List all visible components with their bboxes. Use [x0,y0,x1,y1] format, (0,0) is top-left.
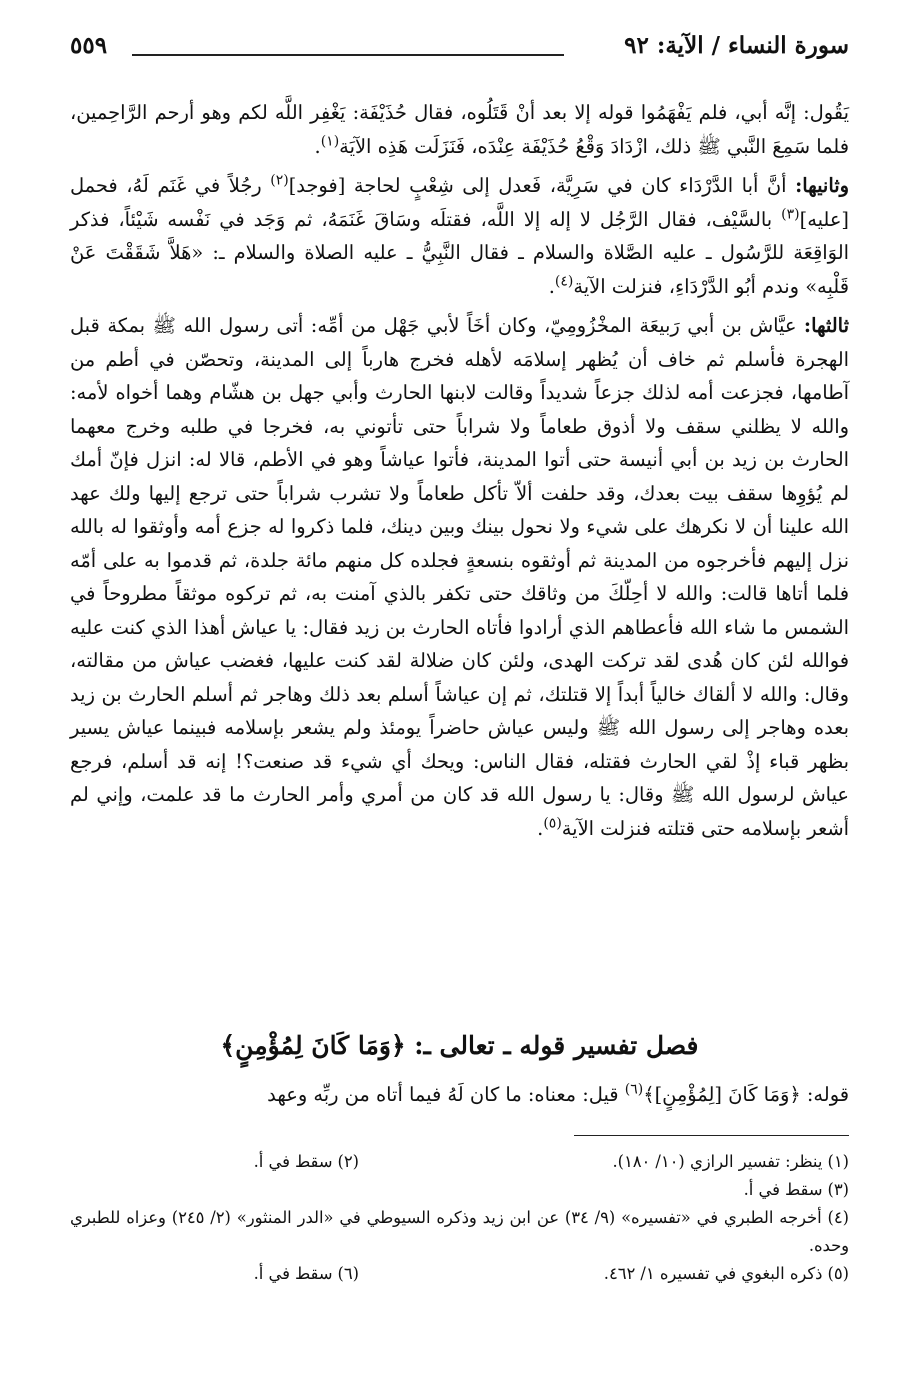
running-title: سورة النساء / الآية: ٩٢ [624,32,849,59]
quoted-verse: قوله: ﴿وَمَا كَانَ [لِمُؤْمِنٍ]﴾ [643,1083,849,1106]
paragraph-second-account [70,169,849,303]
punctuation: . [537,816,544,840]
paragraph-lead: وثانيها: [795,174,849,197]
footnote-ref: (٦) [624,1081,644,1098]
paragraph-text: قيل: معناه: ما كان لَهُ فيما أتاه من ربِّه وعهد [267,1083,625,1106]
footnote-6: (٦) سقط في أ. [253,1264,359,1283]
paragraph-text: بالسَّيْف، فقال الرَّجُل لا إله إلا اللَّه، فقتلَه وسَاقَ غَنَمَهُ، ثم وَجَد في نَفْسه شَيْئاً، فذكر الوَاقِعَة للرَّسُول ـ عليه الصَّلاة والسلام ـ فقال النَّبِيُّ ـ عليه الصلاة والسلام ـ: «هَلاَّ شَقَقْتَ عَنْ قَلْبِه» وندم أبُو الدَّرْدَاءِ، فنزلت الآية [70,207,849,298]
footnote-4: (٤) أخرجه الطبري في «تفسيره» (٩/ ٣٤) عن ابن زيد وذكره السيوطي في «الدر المنثور» (٢/ ٢٤٥) وعزاه للطبري وحده. [70,1208,849,1255]
main-text [70,96,849,845]
paragraph-text: أنَّ أبا الدَّرْدَاء كان في سَرِيَّة، فَعدل إلى شِعْبٍ لحاجة [فوجد] [288,174,796,197]
footnote-row [70,1260,849,1288]
footnote-ref: (٣) [781,206,800,223]
punctuation: . [548,274,555,298]
section-opening-line [70,1078,849,1111]
footnotes [70,1148,849,1288]
footnote-ref: (٤) [554,273,574,290]
punctuation: . [314,134,321,158]
paragraph-first-account [70,96,849,163]
footnote-row [70,1204,849,1260]
section-heading: فصل تفسير قوله ـ تعالى ـ: ﴿وَمَا كَانَ لِمُؤْمِنٍ﴾ [220,1031,699,1060]
paragraph-text: رجُلاً في غَنَم لَهُ، فحمل [عليه] [70,174,849,231]
paragraph-lead: ثالثها: [803,314,849,337]
footnote-2: (٢) سقط في أ. [253,1152,359,1171]
page-number: ٥٥٩ [70,32,108,59]
header-rule [132,54,564,56]
footnote-row [70,1176,849,1204]
page-header [70,24,849,68]
footnote-ref: (٢) [270,172,289,189]
paragraph-third-account [70,309,849,845]
footnote-ref: (١) [320,133,340,150]
paragraph-text: يَقُول: إنَّه أبي، فلم يَفْهَمُوا قوله إلا بعد أنْ قَتَلُوه، فقال حُذَيْفَة: يَغْفِر اللَّه لكم وهو أرحم الرَّاحِمين، فلما سَمِعَ النَّبي ﷺ ذلك، ازْدَادَ وَقْعُ حُذَيْفَة عِنْدَه، فَنَزَلَت هَذِه الآيَة [70,101,849,158]
footnote-ref: (٥) [543,815,562,832]
footnote-1: (١) ينظر: تفسير الرازي (١٠/ ١٨٠). [612,1152,849,1171]
footnote-5: (٥) ذكره البغوي في تفسيره ١/ ٤٦٢. [603,1264,849,1283]
paragraph-text: عيَّاش بن أبي رَبيعَة المخْزُومِيّ، وكان أخَاً لأبي جَهْل من أمِّه: أتى رسول الله ﷺ بمكة قبل الهجرة فأسلم ثم خاف أن يُظهر إسلامَه لأهله فخرج هارباً إلى المدينة، وتحصّن في أطم من آطامها، فجزعت أمه لذلك جزعاً شديداً وقالت لابنها الحارث وأبي جهل بن هشّام وهما أخواه لأمه: والله لا يظلني سقف ولا أذوق طعاماً ولا شراباً حتى تأتوني به، فخرجا في طلبه وخرج معهما الحارث بن زيد بن أبي أنيسة حتى أتوا المدينة، فأتوا عياشاً وهو في الأطم، قالا له: انزل فإنّ أمك لم يُؤوِها سقف بيت بعدك، وقد حلفت ألاّ تأكل طعاماً ولا تشرب شراباً حتى ترجع إليها ولك عهد الله علينا أن لا نكرهك على شيء ولا نحول بينك وبين دينك، فلما ذكروا له جزع أمه وأوثقوا له بالله نزل إليهم فأخرجوه من المدينة ثم أوثقوه بنسعةٍ فجلده كل منهم مائة جلدة، ثم قدموا به على أمّه فلما أتاها قالت: والله لا أحِلّكَ من وثاقك حتى تكفر بالذي آمنت به، ثم تركوه موثقاً مطروحاً في الشمس ما شاء الله فأعطاهم الذي أرادوا فأتاه الحارث بن زيد فقال: يا عياش أهذا الذي كنت عليه فوالله لئن كان هُدى لقد تركت الهدى، ولئن كان ضلالة لقد كنت عليها، فغضب عياش من مقالته، وقال: والله لا ألقاك خالياً أبداً إلا قتلتك، ثم إن عياشاً أسلم بعد ذلك وهاجر ثم أسلم الحارث بن زيد بعده وهاجر إلى رسول الله ﷺ وليس عياش حاضراً يومئذ ولم يشعر بإسلامه فبينما عياش يسير بظهر قباء إذْ لقي الحارث فقتله، فقال الناس: ويحك أي شيء قد صنعت؟! إنه قد أسلم، فرجع عياش لرسول الله ﷺ وقال: يا رسول الله قد كان من أمري وأمر الحارث ما قد علمت، وإني لم أشعر بإسلامه حتى قتلته فنزلت الآية [70,314,849,840]
footnote-rule [574,1135,849,1136]
footnote-3: (٣) سقط في أ. [743,1180,849,1199]
footnote-row [70,1148,849,1176]
